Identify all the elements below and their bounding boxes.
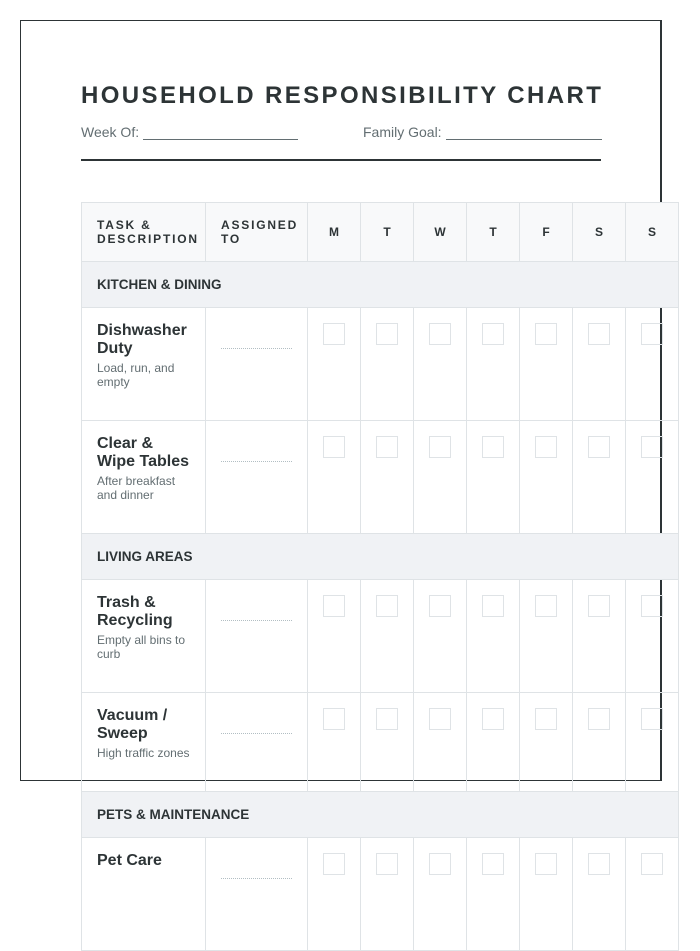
day-cell-saturday xyxy=(573,421,626,534)
checkbox[interactable] xyxy=(482,708,504,730)
assigned-blank[interactable] xyxy=(221,348,292,349)
checkbox[interactable] xyxy=(323,853,345,875)
assigned-cell[interactable] xyxy=(206,693,308,792)
assigned-blank[interactable] xyxy=(221,461,292,462)
day-cell-thursday xyxy=(467,838,520,951)
checkbox[interactable] xyxy=(482,595,504,617)
table-row xyxy=(82,693,679,792)
checkbox[interactable] xyxy=(376,436,398,458)
assigned-cell[interactable] xyxy=(206,308,308,421)
checkbox[interactable] xyxy=(323,708,345,730)
task-description: Load, run, and empty xyxy=(97,361,175,389)
day-cell-wednesday xyxy=(414,308,467,421)
checkbox[interactable] xyxy=(588,853,610,875)
day-cell-friday xyxy=(520,838,573,951)
checkbox[interactable] xyxy=(535,323,557,345)
page-title: HOUSEHOLD RESPONSIBILITY CHART xyxy=(81,82,604,109)
section-title: PETS & MAINTENANCE xyxy=(82,792,679,838)
checkbox[interactable] xyxy=(641,436,663,458)
day-cell-monday xyxy=(308,421,361,534)
section-title: LIVING AREAS xyxy=(82,534,679,580)
task-name: Pet Care xyxy=(97,852,162,869)
checkbox[interactable] xyxy=(482,323,504,345)
checkbox[interactable] xyxy=(588,708,610,730)
task-cell xyxy=(82,693,206,792)
section-title: KITCHEN & DINING xyxy=(82,262,679,308)
checkbox[interactable] xyxy=(641,323,663,345)
checkbox[interactable] xyxy=(429,708,451,730)
assigned-cell[interactable] xyxy=(206,580,308,693)
checkbox[interactable] xyxy=(482,853,504,875)
meta-row xyxy=(81,124,601,142)
section-row xyxy=(82,534,679,580)
day-cell-monday xyxy=(308,580,361,693)
day-cell-tuesday xyxy=(361,693,414,792)
day-cell-thursday xyxy=(467,308,520,421)
day-cell-saturday xyxy=(573,308,626,421)
table-header-row xyxy=(82,203,679,262)
column-header-assigned: ASSIGNED TO xyxy=(206,203,308,262)
day-cell-sunday xyxy=(626,421,679,534)
day-cell-sunday xyxy=(626,308,679,421)
family-goal-blank[interactable] xyxy=(446,125,602,140)
task-description: Empty all bins to curb xyxy=(97,633,186,661)
checkbox[interactable] xyxy=(482,436,504,458)
assigned-cell[interactable] xyxy=(206,421,308,534)
day-cell-sunday xyxy=(626,838,679,951)
day-cell-sunday xyxy=(626,580,679,693)
day-cell-thursday xyxy=(467,580,520,693)
table-row xyxy=(82,308,679,421)
checkbox[interactable] xyxy=(429,853,451,875)
column-header-friday: F xyxy=(520,203,573,262)
checkbox[interactable] xyxy=(535,436,557,458)
checkbox[interactable] xyxy=(641,708,663,730)
checkbox[interactable] xyxy=(323,323,345,345)
checkbox[interactable] xyxy=(429,436,451,458)
checkbox[interactable] xyxy=(588,436,610,458)
assigned-blank[interactable] xyxy=(221,620,292,621)
table-row xyxy=(82,580,679,693)
day-cell-thursday xyxy=(467,421,520,534)
family-goal-field[interactable] xyxy=(363,124,602,140)
day-cell-thursday xyxy=(467,693,520,792)
assigned-blank[interactable] xyxy=(221,878,292,879)
checkbox[interactable] xyxy=(588,323,610,345)
checkbox[interactable] xyxy=(641,595,663,617)
checkbox[interactable] xyxy=(429,323,451,345)
table-row xyxy=(82,838,679,951)
assigned-blank[interactable] xyxy=(221,733,292,734)
checkbox[interactable] xyxy=(376,853,398,875)
checkbox[interactable] xyxy=(429,595,451,617)
task-name: Clear & Wipe Tables xyxy=(97,435,190,470)
day-cell-friday xyxy=(520,308,573,421)
day-cell-tuesday xyxy=(361,308,414,421)
responsibility-table xyxy=(81,202,679,951)
checkbox[interactable] xyxy=(535,853,557,875)
day-cell-wednesday xyxy=(414,421,467,534)
table-row xyxy=(82,421,679,534)
column-header-task: TASK & DESCRIPTION xyxy=(82,203,206,262)
section-row xyxy=(82,262,679,308)
day-cell-sunday xyxy=(626,693,679,792)
column-header-tuesday: T xyxy=(361,203,414,262)
day-cell-tuesday xyxy=(361,838,414,951)
task-cell xyxy=(82,421,206,534)
task-name: Trash & Recycling xyxy=(97,594,173,629)
day-cell-saturday xyxy=(573,693,626,792)
day-cell-wednesday xyxy=(414,693,467,792)
checkbox[interactable] xyxy=(376,595,398,617)
day-cell-wednesday xyxy=(414,838,467,951)
task-cell xyxy=(82,580,206,693)
day-cell-wednesday xyxy=(414,580,467,693)
checkbox[interactable] xyxy=(323,595,345,617)
day-cell-monday xyxy=(308,693,361,792)
assigned-cell[interactable] xyxy=(206,838,308,951)
family-goal-label: Family Goal: xyxy=(363,124,442,140)
task-name: Vacuum / Sweep xyxy=(97,707,168,742)
checkbox[interactable] xyxy=(535,708,557,730)
column-header-monday: M xyxy=(308,203,361,262)
week-of-blank[interactable] xyxy=(143,125,298,140)
column-header-wednesday: W xyxy=(414,203,467,262)
checkbox[interactable] xyxy=(535,595,557,617)
day-cell-friday xyxy=(520,421,573,534)
checkbox[interactable] xyxy=(641,853,663,875)
day-cell-friday xyxy=(520,693,573,792)
task-cell xyxy=(82,308,206,421)
task-cell xyxy=(82,838,206,951)
day-cell-saturday xyxy=(573,838,626,951)
week-of-field[interactable] xyxy=(81,124,298,140)
day-cell-monday xyxy=(308,308,361,421)
checkbox[interactable] xyxy=(376,708,398,730)
task-description: After breakfast and dinner xyxy=(97,474,176,502)
day-cell-friday xyxy=(520,580,573,693)
task-name: Dishwasher Duty xyxy=(97,322,187,357)
week-of-label: Week Of: xyxy=(81,124,140,140)
column-header-sunday: S xyxy=(626,203,679,262)
column-header-saturday: S xyxy=(573,203,626,262)
section-row xyxy=(82,792,679,838)
header-divider xyxy=(81,159,601,161)
checkbox[interactable] xyxy=(588,595,610,617)
day-cell-saturday xyxy=(573,580,626,693)
task-description: High traffic zones xyxy=(97,746,190,760)
day-cell-tuesday xyxy=(361,580,414,693)
day-cell-monday xyxy=(308,838,361,951)
checkbox[interactable] xyxy=(323,436,345,458)
day-cell-tuesday xyxy=(361,421,414,534)
checkbox[interactable] xyxy=(376,323,398,345)
column-header-thursday: T xyxy=(467,203,520,262)
